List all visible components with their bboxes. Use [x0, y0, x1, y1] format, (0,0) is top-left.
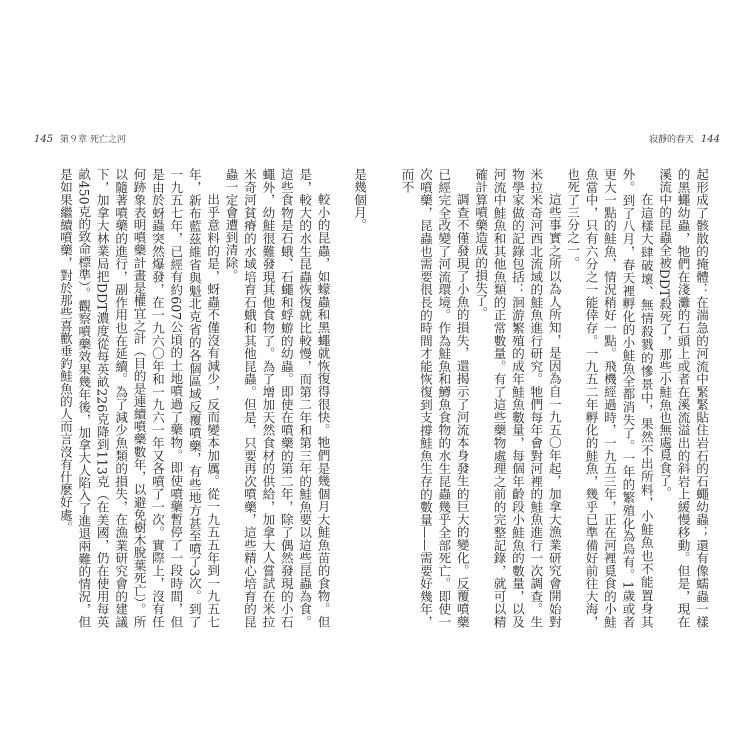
right-page: [384, 168, 710, 628]
right-page-number: 144: [700, 134, 720, 145]
paragraph: 在這樣大肆破壞、無情殺戮的慘景中，果然不出所料，小鮭魚也不能置身其外。到了八月，春天裡孵化的小鮭魚全都消失了。一年的繁殖化為烏有。1歲或者更大一點的鮭魚，情況稍好一點。飛機經過時，一九五三年，正在河裡覓食的小鮭魚當中，只有六分之一能倖存。一九五二年孵化的鮭魚，幾乎已準備好前往大海，也死了三分之一。: [565, 168, 654, 628]
left-page-text: [42, 168, 368, 628]
right-book-title: 寂靜的春天: [649, 135, 695, 145]
paragraph: 起形成了骸散的掩體：在湍急的河流中緊緊貼住岩石的石蠅幼蟲；還有像蠕蟲一樣的黑蠅幼蟲，牠們在淺灘的石頭上或者在溪流溢出的斜岩上緩慢移動。但是，現在溪流中的昆蟲全被DDT殺死了，那些小鮭魚也無處覓食了。: [657, 168, 709, 628]
paragraph: 出乎意料的是，蚜蟲不僅沒有減少，反而變本加厲。從一九五五年到一九五七年，新布藍茲維省與魁北克省的各個區域反覆噴藥，有些地方甚至噴了3次。到了一九五七年，已經有約607公頃的土地噴過了藥物。即使噴藥暫停了一段時間，但是由於蚜蟲突然爆發，在一九六〇年和一九六一年又各噴了一次。實際上，沒有任何跡象表明噴藥計畫是權宜之計（目的是連續噴藥數年，以避免樹木脫葉死亡）。所以隨著噴藥的進行，副作用也在延續。為了減少魚類的損失，在漁業研究會的建議下，加拿大林業局把DDT濃度從每英畝226克降到113克（在美國，仍在使用每英畝450克的致命標準）。觀察噴藥效果幾年後，加拿大人陷入了進退兩難的情況，但是如果繼續噴藥，對於那些喜歡垂釣鮭魚的人而言沒有什麼好處。: [57, 168, 221, 628]
left-page-number: 145: [34, 134, 54, 145]
right-running-header: [649, 134, 724, 146]
left-running-header: [30, 134, 126, 146]
paragraph: 較小的昆蟲，如蠓蟲和黑蠅就恢復得很快。牠們是幾個月大鮭魚苗的食物。但是，較大的水生昆蟲恢復就比較慢，而第二年和第三年的鮭魚要以這些昆蟲為食。這些食物是石蛾、石蠅和蜉蝣的幼蟲。即使在噴藥的第二年，除了偶然發現的小石蠅外，幼鮭很難發現其他食物了。為了增加天然食材的供給，加拿大人嘗試在米拉米奇河貧瘠的水域培育石蛾和其他昆蟲。但是，只要再次噴藥，這些精心培育的昆蟲一定會遭到清除。: [223, 168, 331, 628]
paragraph: 調查不僅發現了小魚的損失，還揭示了河流本身發生的巨大的變化。反覆噴藥已經完全改變了河流環境。作為鮭魚和鱒魚食物的水生昆蟲幾乎全部死亡。即使一次噴藥，昆蟲也需要很長的時間才能恢復到支撐鮭魚生存的數量——需要好幾年，而不: [399, 168, 470, 628]
left-chapter-title: 第９章 死亡之河: [59, 135, 126, 145]
paragraph: 這些事實之所以為人所知，是因為自一九五〇年起，加拿大漁業研究會開始對米拉米奇河西北流域的鮭魚進行研究。牠們每年會對河裡的鮭魚進行一次調查。生物學家做的記錄包括：洄游繁殖的成年鮭魚數量，每個年齡段小鮭魚的數量，以及河流中鮭魚和其他魚類的正常數量。有了這些藥物處理之前的完整記錄，就可以精確計算噴藥造成的損失了。: [473, 168, 562, 628]
right-page-text: [384, 168, 710, 628]
paragraph: 是幾個月。: [352, 168, 367, 231]
left-page: [42, 168, 368, 628]
